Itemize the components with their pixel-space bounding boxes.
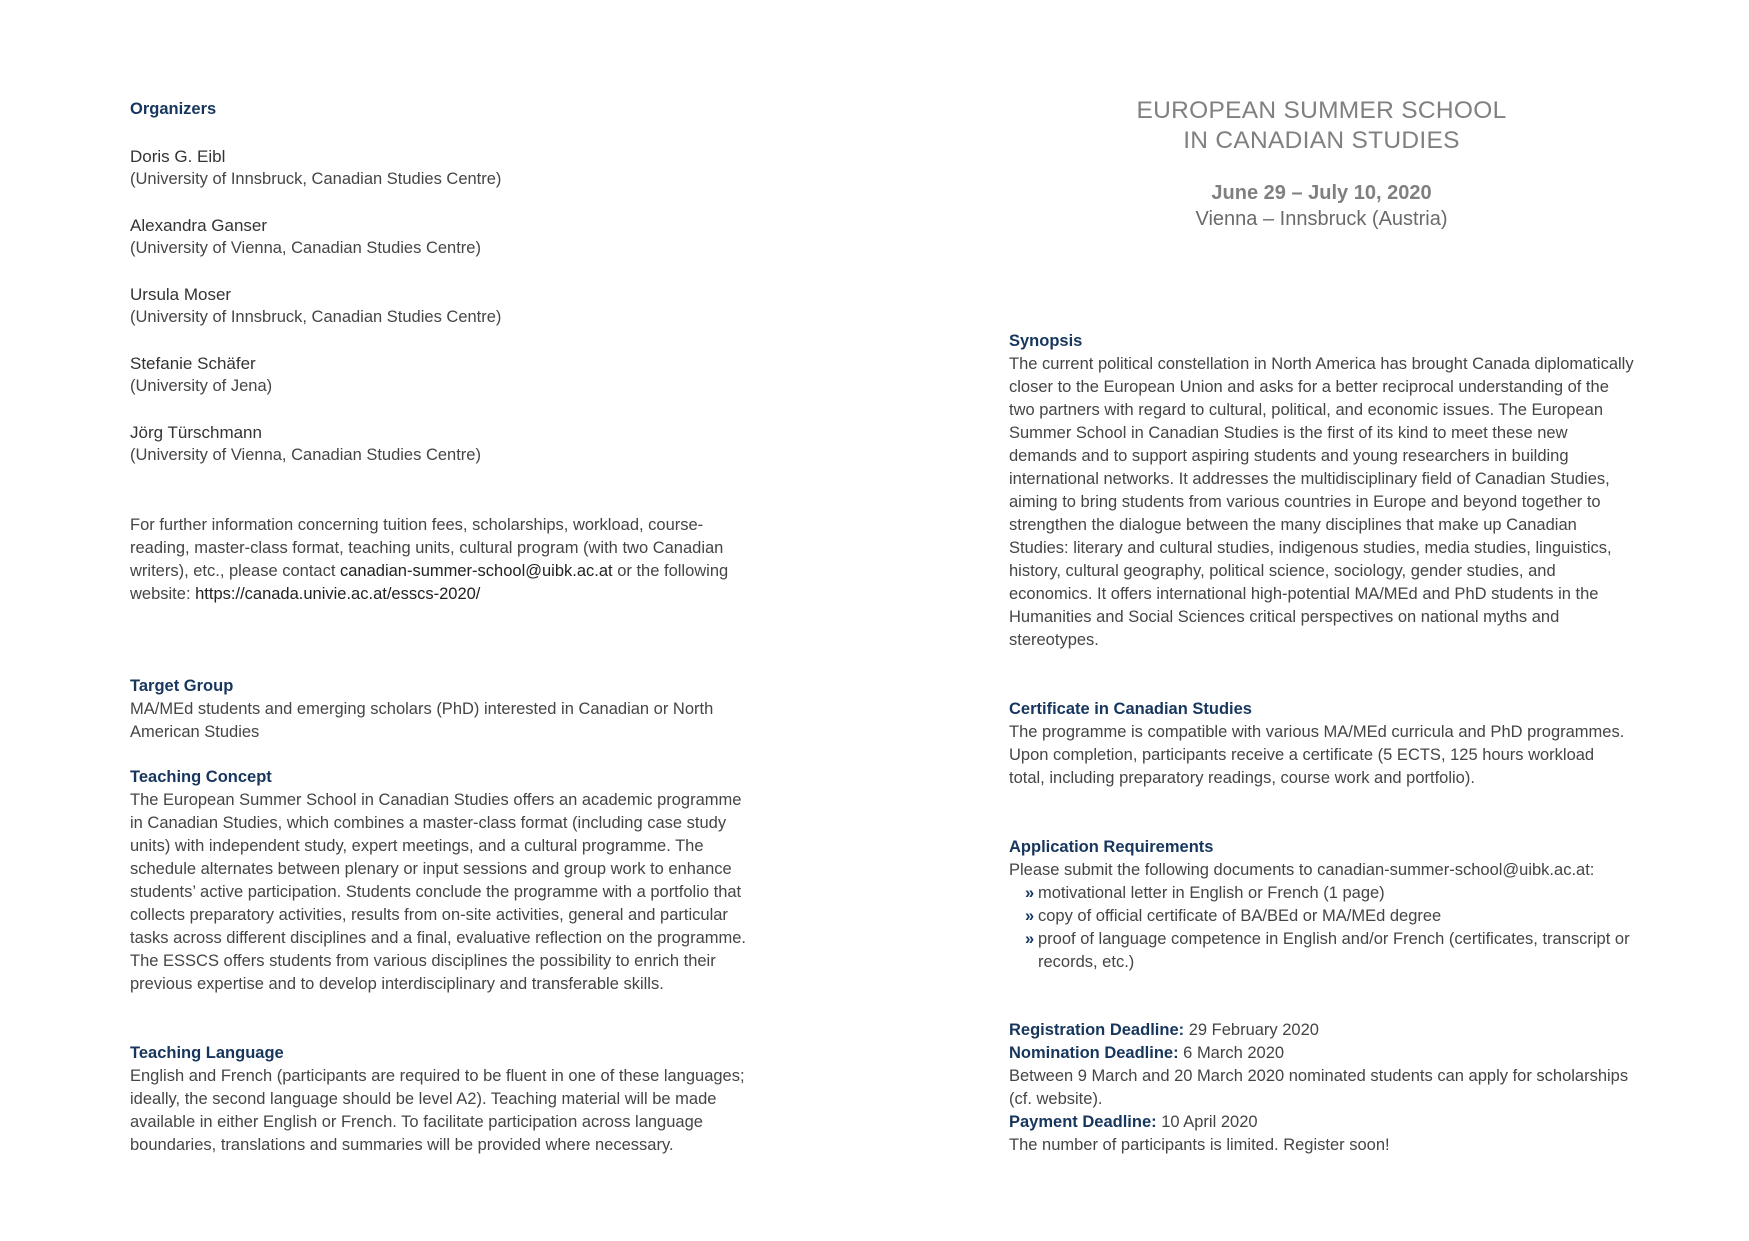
nomination-deadline-value: 6 March 2020 — [1178, 1044, 1285, 1062]
application-intro: Please submit the following documents to canadian-summer-school@uibk.ac.at: — [1009, 861, 1595, 879]
organizer-entry — [130, 145, 755, 191]
contact-info-paragraph — [130, 514, 755, 606]
contact-info-text: or the following website: — [130, 562, 729, 603]
closing-note: The number of participants is limited. Register soon! — [1009, 1136, 1390, 1154]
bullet-icon: » — [1025, 907, 1035, 925]
synopsis-text: The current political constellation in North America has brought Canada diplomatically closer to the European Union and asks for a better reciprocal understanding of the two partners with regard to cultural, political, and economic issues. The European Summer School in Canadian Studies is the first of its kind to meet these new demands and to support aspiring students and young researchers in building international networks. It addresses the multidisciplinary field of Canadian Studies, aiming to bring students from various countries in Europe and beyond together to strengthen the dialogue between the many disciplines that make up Canadian Studies: literary and cultural studies, indigenous studies, media studies, linguistics, history, cultural geography, political science, sociology, gender studies, and economics. It offers international high-potential MA/MEd and PhD students in the Humanities and Social Sciences critical perspectives on national myths and stereotypes. — [1009, 355, 1634, 649]
certificate-section — [1009, 698, 1634, 790]
contact-email-link[interactable]: canadian-summer-school@uibk.ac.at — [340, 562, 613, 580]
registration-deadline-value: 29 February 2020 — [1184, 1021, 1319, 1039]
registration-deadline-label: Registration Deadline: — [1009, 1021, 1185, 1039]
teaching-language-section — [130, 1042, 755, 1157]
requirement-text: proof of language competence in English and/or French (certificates, transcript or records, etc.) — [1038, 930, 1630, 971]
organizer-name: Alexandra Ganser — [130, 216, 268, 235]
organizer-entry — [130, 421, 755, 467]
organizers-heading: Organizers — [130, 100, 217, 118]
teaching-language-text: English and French (participants are required to be fluent in one of these languages; ideally, the second language should be level A2). Teaching material will be made available in either English or French. To facilitate participation across language boundaries, translations and summaries will be provided where necessary. — [130, 1067, 745, 1154]
teaching-concept-heading: Teaching Concept — [130, 768, 272, 786]
teaching-language-heading: Teaching Language — [130, 1044, 284, 1062]
website-link[interactable]: https://canada.univie.ac.at/esscs-2020/ — [195, 585, 481, 603]
organizer-entry — [130, 352, 755, 398]
event-title-line-2: IN CANADIAN STUDIES — [1183, 127, 1460, 154]
organizer-entry — [130, 214, 755, 260]
title-block — [1009, 96, 1634, 232]
certificate-text: The programme is compatible with various MA/MEd curricula and PhD programmes. Upon completion, participants receive a certificate (5 ECTS, 125 hours workload total, including preparatory readings, course work and portfolio). — [1009, 723, 1625, 787]
organizer-affiliation: (University of Jena) — [130, 377, 273, 395]
teaching-concept-section — [130, 766, 755, 996]
target-group-text: MA/MEd students and emerging scholars (PhD) interested in Canadian or North American Studies — [130, 700, 714, 741]
organizer-affiliation: (University of Vienna, Canadian Studies Centre) — [130, 446, 481, 464]
bullet-icon: » — [1025, 884, 1035, 902]
payment-deadline-label: Payment Deadline: — [1009, 1113, 1157, 1131]
synopsis-section — [1009, 330, 1634, 652]
requirement-text: copy of official certificate of BA/BEd or MA/MEd degree — [1038, 907, 1442, 925]
deadlines-section — [1009, 1019, 1634, 1157]
contact-info-text: For further information concerning tuition fees, scholarships, workload, course-reading, master-class format, teaching units, cultural program (with two Canadian writers), etc., please contact — [130, 516, 724, 580]
target-group-section — [130, 675, 755, 744]
application-section — [1009, 836, 1634, 974]
organizer-affiliation: (University of Innsbruck, Canadian Studies Centre) — [130, 170, 502, 188]
teaching-concept-text: The European Summer School in Canadian Studies offers an academic programme in Canadian Studies, which combines a master-class format (including case study units) with independent study, expert meetings, and a cultural programme. The schedule alternates between plenary or input sessions and group work to enhance students’ active participation. Students conclude the programme with a portfolio that collects preparatory activities, results from on-site activities, general and particular tasks across different disciplines and a final, evaluative reflection on the programme. The ESSCS offers students from various disciplines the possibility to enrich their previous expertise and to develop interdisciplinary and transferable skills. — [130, 791, 747, 993]
synopsis-heading: Synopsis — [1009, 332, 1083, 350]
requirement-text: motivational letter in English or French (1 page) — [1038, 884, 1385, 902]
payment-deadline — [1009, 1111, 1634, 1134]
nomination-deadline — [1009, 1042, 1634, 1065]
scholarship-note: Between 9 March and 20 March 2020 nominated students can apply for scholarships (cf. website). — [1009, 1067, 1629, 1108]
organizer-name: Stefanie Schäfer — [130, 354, 256, 373]
event-title-line-1: EUROPEAN SUMMER SCHOOL — [1136, 97, 1507, 124]
certificate-heading: Certificate in Canadian Studies — [1009, 700, 1252, 718]
target-group-heading: Target Group — [130, 677, 234, 695]
application-heading: Application Requirements — [1009, 838, 1214, 856]
organizer-name: Doris G. Eibl — [130, 147, 226, 166]
payment-deadline-value: 10 April 2020 — [1156, 1113, 1258, 1131]
list-item — [1025, 905, 1634, 928]
organizer-name: Ursula Moser — [130, 285, 232, 304]
requirements-list — [1009, 882, 1634, 974]
list-item — [1025, 928, 1634, 974]
event-dates: June 29 – July 10, 2020 — [1211, 182, 1432, 204]
organizer-affiliation: (University of Vienna, Canadian Studies Centre) — [130, 239, 481, 257]
registration-deadline — [1009, 1019, 1634, 1042]
list-item — [1025, 882, 1634, 905]
event-location: Vienna – Innsbruck (Austria) — [1195, 208, 1448, 230]
bullet-icon: » — [1025, 930, 1035, 948]
organizer-affiliation: (University of Innsbruck, Canadian Studies Centre) — [130, 308, 502, 326]
nomination-deadline-label: Nomination Deadline: — [1009, 1044, 1179, 1062]
organizer-entry — [130, 283, 755, 329]
organizer-name: Jörg Türschmann — [130, 423, 262, 442]
